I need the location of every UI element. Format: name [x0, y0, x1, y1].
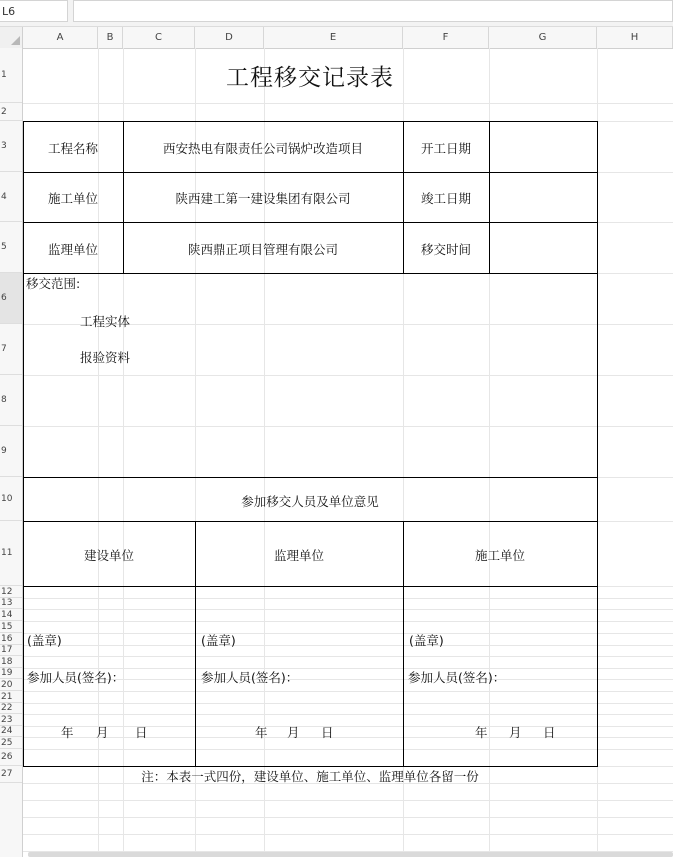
column-header-a[interactable]: A — [23, 27, 98, 48]
row-header-20[interactable]: 20 — [0, 679, 22, 691]
grid-line-horizontal — [23, 609, 673, 610]
value-construction-unit: 陕西建工第一建设集团有限公司 — [175, 191, 351, 206]
table-border-horizontal — [23, 222, 598, 223]
label-handover-time: 移交时间 — [420, 242, 471, 257]
column-header-c[interactable]: C — [123, 27, 195, 48]
table-border-horizontal — [23, 273, 598, 274]
grid-line-horizontal — [23, 691, 673, 692]
date-day-contractor: 日 — [543, 725, 556, 740]
grid-line-horizontal — [23, 633, 673, 634]
name-box[interactable]: L6 — [0, 0, 68, 22]
label-construction-unit: 施工单位 — [47, 191, 98, 206]
row-header-6[interactable]: 6 — [0, 273, 22, 324]
value-supervision-unit: 陕西鼎正项目管理有限公司 — [187, 242, 338, 257]
grid-line-horizontal — [23, 817, 673, 818]
unit-owner: 建设单位 — [83, 548, 134, 563]
date-month-contractor: 月 — [509, 725, 522, 740]
row-header-26[interactable]: 26 — [0, 749, 22, 766]
grid-line-horizontal — [23, 737, 673, 738]
date-day-supervisor: 日 — [321, 725, 334, 740]
table-border-vertical — [23, 121, 24, 766]
row-header-13[interactable]: 13 — [0, 598, 22, 609]
label-supervision-unit: 监理单位 — [47, 242, 98, 257]
column-header-f[interactable]: F — [403, 27, 489, 48]
date-month-owner: 月 — [96, 725, 109, 740]
row-header-16[interactable]: 16 — [0, 633, 22, 645]
row-header-27[interactable]: 27 — [0, 766, 22, 783]
row-header-11[interactable]: 11 — [0, 521, 22, 586]
unit-supervisor: 监理单位 — [273, 548, 324, 563]
row-header-25[interactable]: 25 — [0, 737, 22, 749]
grid-line-horizontal — [23, 103, 673, 104]
seal-owner: (盖章) — [27, 633, 62, 648]
seal-supervisor: (盖章) — [201, 633, 236, 648]
scope-item-documents: 报验资料 — [80, 350, 131, 365]
grid-line-horizontal — [23, 800, 673, 801]
date-year-owner: 年 — [61, 725, 74, 740]
row-header-1[interactable]: 1 — [0, 48, 22, 103]
table-border-horizontal — [23, 586, 598, 587]
row-header-17[interactable]: 17 — [0, 645, 22, 656]
grid-line-horizontal — [23, 375, 673, 376]
signer-contractor: 参加人员(签名)： — [408, 670, 506, 685]
row-header-7[interactable]: 7 — [0, 324, 22, 375]
row-header-14[interactable]: 14 — [0, 609, 22, 621]
grid-line-horizontal — [23, 621, 673, 622]
row-header-5[interactable]: 5 — [0, 222, 22, 273]
horizontal-scrollbar[interactable] — [28, 852, 673, 857]
row-header-22[interactable]: 22 — [0, 703, 22, 714]
seal-contractor: (盖章) — [409, 633, 444, 648]
scope-item-entity: 工程实体 — [80, 314, 131, 329]
label-project-name: 工程名称 — [47, 141, 98, 156]
select-all-triangle-icon — [11, 36, 20, 45]
grid-line-horizontal — [23, 598, 673, 599]
scope-label: 移交范围: — [26, 276, 81, 291]
row-header-2[interactable]: 2 — [0, 103, 22, 121]
grid-line-horizontal — [23, 749, 673, 750]
row-header-3[interactable]: 3 — [0, 121, 22, 172]
grid-line-horizontal — [23, 703, 673, 704]
table-border-vertical — [597, 121, 598, 766]
table-border-horizontal — [23, 121, 598, 122]
row-header-9[interactable]: 9 — [0, 426, 22, 477]
unit-contractor: 施工单位 — [474, 548, 525, 563]
label-completion-date: 竣工日期 — [420, 191, 471, 206]
grid-line-horizontal — [23, 726, 673, 727]
row-header-12[interactable]: 12 — [0, 586, 22, 598]
date-year-supervisor: 年 — [255, 725, 268, 740]
column-header-g[interactable]: G — [489, 27, 597, 48]
grid-line-horizontal — [23, 834, 673, 835]
date-year-contractor: 年 — [475, 725, 488, 740]
formula-bar[interactable] — [73, 0, 673, 22]
grid-line-horizontal — [23, 426, 673, 427]
row-header-18[interactable]: 18 — [0, 656, 22, 668]
value-project-name: 西安热电有限责任公司锅炉改造项目 — [162, 141, 363, 156]
grid-line-horizontal — [23, 656, 673, 657]
row-header-10[interactable]: 10 — [0, 477, 22, 521]
date-day-owner: 日 — [135, 725, 148, 740]
label-start-date: 开工日期 — [420, 141, 471, 156]
grid-line-horizontal — [23, 645, 673, 646]
date-month-supervisor: 月 — [287, 725, 300, 740]
participants-header: 参加移交人员及单位意见 — [241, 494, 379, 509]
table-border-vertical — [489, 121, 490, 273]
footer-note: 注：本表一式四份，建设单位、施工单位、监理单位各留一份 — [141, 769, 479, 784]
row-header-21[interactable]: 21 — [0, 691, 22, 703]
grid-line-horizontal — [23, 714, 673, 715]
row-header-23[interactable]: 23 — [0, 714, 22, 726]
table-border-horizontal — [23, 172, 598, 173]
column-header-h[interactable]: H — [597, 27, 673, 48]
table-border-horizontal — [23, 477, 598, 478]
row-header-19[interactable]: 19 — [0, 668, 22, 679]
row-header-8[interactable]: 8 — [0, 375, 22, 426]
column-header-d[interactable]: D — [195, 27, 264, 48]
sheet-title: 工程移交记录表 — [226, 65, 394, 91]
column-header-e[interactable]: E — [264, 27, 403, 48]
signer-supervisor: 参加人员(签名)： — [201, 670, 299, 685]
row-header-24[interactable]: 24 — [0, 726, 22, 737]
column-header-b[interactable]: B — [98, 27, 123, 48]
signer-owner: 参加人员(签名)： — [27, 670, 125, 685]
table-border-horizontal — [23, 521, 598, 522]
row-header-4[interactable]: 4 — [0, 172, 22, 222]
row-header-15[interactable]: 15 — [0, 621, 22, 633]
